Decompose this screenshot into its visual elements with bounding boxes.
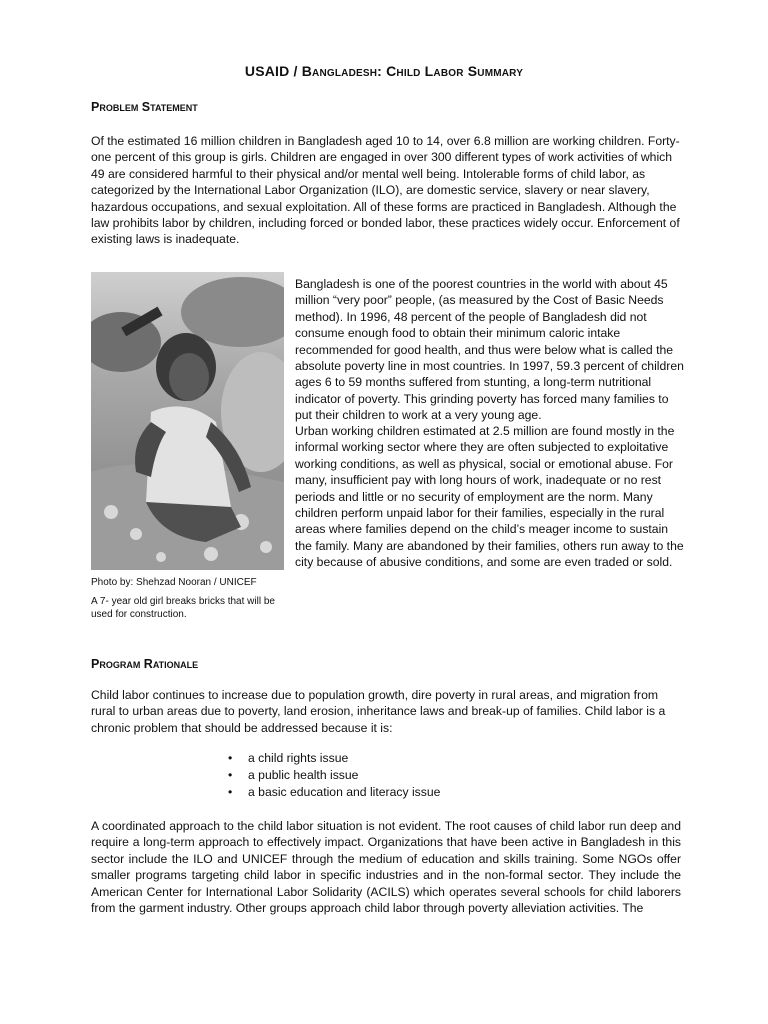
photo-credit: Photo by: Shehzad Nooran / UNICEF xyxy=(91,577,257,588)
list-item: • a child rights issue xyxy=(228,750,440,767)
poverty-paragraph: Bangladesh is one of the poorest countries in the world with about 45 million “very poor” people, (as measured by the Cost of Basic Needs method). In 1996, 48 percent of the people of Bangladesh did not consume enough food to obtain their minimum caloric intake recommended for good health, and thus were below what is called the absolute poverty line in most countries. In 1997, 59.3 percent of children ages 6 to 59 months suffered from stunting, a long-term nutritional indicator of poverty. This grinding poverty has forced many families to put their children to work at a very young age. xyxy=(295,277,684,423)
rationale-intro-paragraph: Child labor continues to increase due to population growth, dire poverty in rural areas, and migration from rural to urban areas due to poverty, land erosion, inheritance laws and break-up of families. Child labor is a chronic problem that should be addressed because it is: xyxy=(91,688,666,735)
problem-intro-paragraph: Of the estimated 16 million children in Bangladesh aged 10 to 14, over 6.8 million are working children. Forty-one percent of this group is girls. Children are engaged in over 300 different types of work activities of which 49 are considered harmful to their physical and/or mental well being. Intolerable forms of child labor, as categorized by the International Labor Organization (ILO), are domestic service, slavery or near slavery, hazardous occupations, and sexual exploitation. All of these forms are practiced in Bangladesh. Although the law prohibits labor by children, including forced or bonded labor, these practices widely occur. Enforcement of existing laws is inadequate. xyxy=(91,134,680,247)
document-title: USAID / Bangladesh: Child Labor Summary xyxy=(244,63,524,79)
photo-caption: A 7- year old girl breaks bricks that will be used for construction. xyxy=(91,596,275,620)
photo-illustration xyxy=(91,272,284,570)
urban-children-paragraph: Urban working children estimated at 2.5 million are found mostly in the informal working sector where they are often subjected to exploitative working conditions, as well as physical, social or emotional abuse. For many, insufficient pay with long hours of work, inadequate or no rest periods and little or no security of employment are the norm. Many children perform unpaid labor for their families, especially in the rural areas where families depend on the child’s meager income to sustain the family. Many are abandoned by their families, others run away to the city because of abusive conditions, and some are even traded or sold. xyxy=(295,424,684,570)
list-item: • a basic education and literacy issue xyxy=(228,784,440,801)
child-labor-photo xyxy=(91,272,284,570)
section-heading-problem-statement: Problem Statement xyxy=(91,100,198,114)
list-item: • a public health issue xyxy=(228,767,440,784)
approach-paragraph: A coordinated approach to the child labor situation is not evident. The root causes of child labor run deep and require a long-term approach to effectively impact. Organizations that have been active in Bangladesh in this sector include the ILO and UNICEF through the medium of education and skills training. Some NGOs offer smaller programs targeting child labor in specific industries and in the non-formal sector. They include the American Center for International Labor Solidarity (ACILS) which operates several schools for child laborers from the garment industry. Other groups approach child labor through poverty alleviation activities. The xyxy=(91,819,681,916)
section-heading-program-rationale: Program Rationale xyxy=(91,657,199,671)
rationale-bullet-list xyxy=(228,750,440,801)
